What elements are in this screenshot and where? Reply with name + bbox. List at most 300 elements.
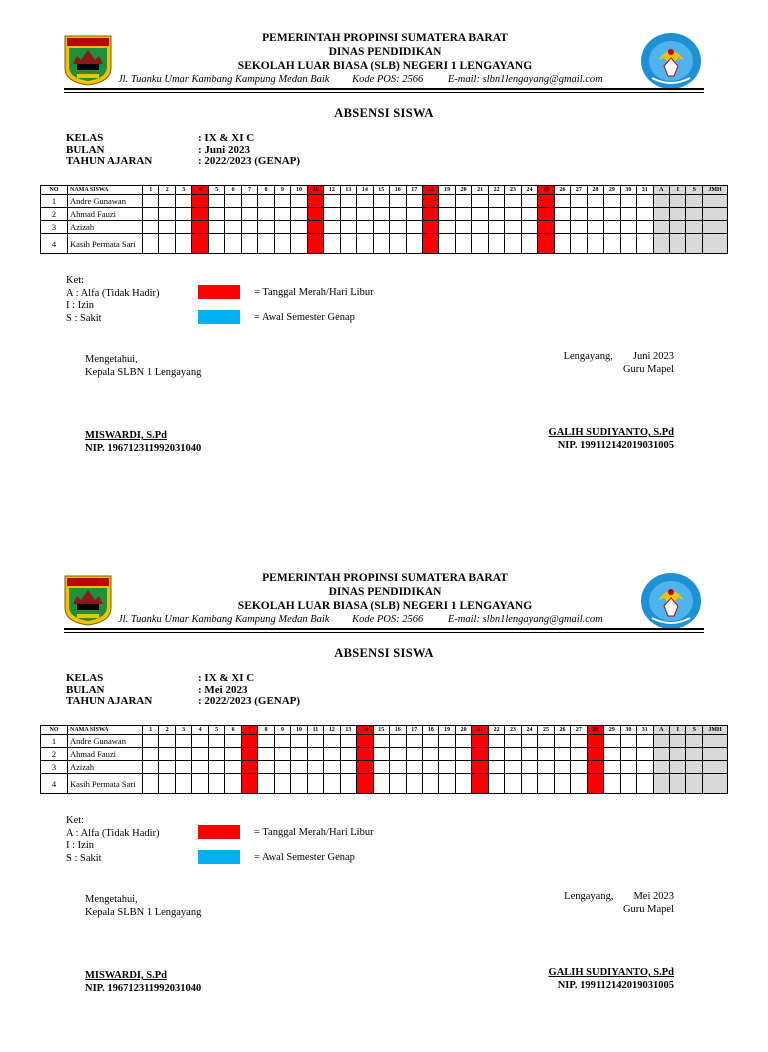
attendance-cell-day-27[interactable] xyxy=(571,208,587,221)
attendance-cell-day-5[interactable] xyxy=(208,735,224,748)
attendance-cell-day-1[interactable] xyxy=(143,748,159,761)
sakit-total-cell[interactable] xyxy=(686,221,703,234)
attendance-cell-day-4[interactable] xyxy=(192,195,208,208)
grand-total-cell[interactable] xyxy=(703,748,728,761)
attendance-cell-day-24[interactable] xyxy=(521,735,537,748)
attendance-cell-day-20[interactable] xyxy=(455,208,471,221)
attendance-cell-day-23[interactable] xyxy=(505,234,521,254)
attendance-cell-day-31[interactable] xyxy=(637,208,653,221)
attendance-cell-day-14[interactable] xyxy=(357,735,373,748)
attendance-cell-day-28[interactable] xyxy=(587,774,603,794)
attendance-cell-day-10[interactable] xyxy=(291,761,307,774)
attendance-cell-day-29[interactable] xyxy=(604,208,620,221)
attendance-cell-day-7[interactable] xyxy=(241,221,257,234)
attendance-cell-day-13[interactable] xyxy=(340,748,356,761)
attendance-cell-day-21[interactable] xyxy=(472,735,488,748)
attendance-cell-day-14[interactable] xyxy=(357,748,373,761)
holiday-color-swatch xyxy=(198,285,240,299)
attendance-cell-day-26[interactable] xyxy=(554,234,570,254)
attendance-cell-day-11[interactable] xyxy=(307,748,323,761)
attendance-cell-day-4[interactable] xyxy=(192,221,208,234)
attendance-cell-day-11[interactable] xyxy=(307,234,323,254)
attendance-cell-day-7[interactable] xyxy=(241,234,257,254)
attendance-cell-day-22[interactable] xyxy=(488,735,504,748)
col-day-7-header: 7 xyxy=(241,186,257,195)
attendance-cell-day-5[interactable] xyxy=(208,761,224,774)
attendance-cell-day-31[interactable] xyxy=(637,234,653,254)
attendance-cell-day-29[interactable] xyxy=(604,735,620,748)
attendance-cell-day-14[interactable] xyxy=(357,234,373,254)
attendance-cell-day-19[interactable] xyxy=(439,234,455,254)
attendance-cell-day-14[interactable] xyxy=(357,774,373,794)
col-alfa-header: A xyxy=(653,726,669,735)
attendance-cell-day-13[interactable] xyxy=(340,735,356,748)
attendance-cell-day-2[interactable] xyxy=(159,195,175,208)
izin-total-cell[interactable] xyxy=(670,195,686,208)
attendance-cell-day-28[interactable] xyxy=(587,195,603,208)
attendance-cell-day-10[interactable] xyxy=(291,735,307,748)
sakit-total-cell[interactable] xyxy=(686,748,703,761)
attendance-cell-day-23[interactable] xyxy=(505,761,521,774)
attendance-cell-day-9[interactable] xyxy=(274,208,290,221)
attendance-cell-day-1[interactable] xyxy=(143,735,159,748)
attendance-cell-day-11[interactable] xyxy=(307,774,323,794)
attendance-cell-day-9[interactable] xyxy=(274,774,290,794)
attendance-cell-day-20[interactable] xyxy=(455,195,471,208)
attendance-cell-day-17[interactable] xyxy=(406,221,422,234)
attendance-cell-day-27[interactable] xyxy=(571,195,587,208)
attendance-cell-day-13[interactable] xyxy=(340,234,356,254)
alfa-total-cell[interactable] xyxy=(653,195,669,208)
attendance-cell-day-20[interactable] xyxy=(455,221,471,234)
attendance-cell-day-3[interactable] xyxy=(175,748,191,761)
attendance-cell-day-22[interactable] xyxy=(488,234,504,254)
attendance-cell-day-6[interactable] xyxy=(225,774,241,794)
alfa-total-cell[interactable] xyxy=(653,774,669,794)
attendance-cell-day-5[interactable] xyxy=(208,208,224,221)
attendance-cell-day-22[interactable] xyxy=(488,774,504,794)
attendance-cell-day-22[interactable] xyxy=(488,195,504,208)
student-name: Andre Gunawan xyxy=(68,735,143,748)
col-day-18-header: 18 xyxy=(422,726,438,735)
attendance-cell-day-25[interactable] xyxy=(538,735,554,748)
attendance-cell-day-12[interactable] xyxy=(324,195,340,208)
grand-total-cell[interactable] xyxy=(703,195,728,208)
attendance-cell-day-9[interactable] xyxy=(274,748,290,761)
grand-total-cell[interactable] xyxy=(703,221,728,234)
attendance-cell-day-17[interactable] xyxy=(406,234,422,254)
attendance-cell-day-8[interactable] xyxy=(258,748,274,761)
attendance-cell-day-28[interactable] xyxy=(587,748,603,761)
attendance-cell-day-2[interactable] xyxy=(159,748,175,761)
attendance-cell-day-25[interactable] xyxy=(538,774,554,794)
attendance-cell-day-8[interactable] xyxy=(258,735,274,748)
attendance-cell-day-2[interactable] xyxy=(159,234,175,254)
attendance-cell-day-26[interactable] xyxy=(554,735,570,748)
attendance-cell-day-19[interactable] xyxy=(439,774,455,794)
attendance-cell-day-3[interactable] xyxy=(175,735,191,748)
attendance-cell-day-17[interactable] xyxy=(406,761,422,774)
attendance-cell-day-26[interactable] xyxy=(554,195,570,208)
attendance-cell-day-14[interactable] xyxy=(357,195,373,208)
attendance-cell-day-9[interactable] xyxy=(274,735,290,748)
attendance-cell-day-20[interactable] xyxy=(455,748,471,761)
attendance-cell-day-2[interactable] xyxy=(159,774,175,794)
attendance-cell-day-30[interactable] xyxy=(620,221,636,234)
sakit-total-cell[interactable] xyxy=(686,195,703,208)
attendance-cell-day-22[interactable] xyxy=(488,208,504,221)
attendance-cell-day-21[interactable] xyxy=(472,195,488,208)
attendance-cell-day-12[interactable] xyxy=(324,735,340,748)
attendance-cell-day-25[interactable] xyxy=(538,221,554,234)
attendance-cell-day-12[interactable] xyxy=(324,774,340,794)
alfa-total-cell[interactable] xyxy=(653,735,669,748)
page-title: ABSENSI SISWA xyxy=(334,646,434,660)
attendance-cell-day-9[interactable] xyxy=(274,221,290,234)
attendance-cell-day-7[interactable] xyxy=(241,195,257,208)
attendance-cell-day-10[interactable] xyxy=(291,234,307,254)
attendance-cell-day-30[interactable] xyxy=(620,208,636,221)
attendance-cell-day-10[interactable] xyxy=(291,195,307,208)
attendance-cell-day-28[interactable] xyxy=(587,761,603,774)
izin-total-cell[interactable] xyxy=(670,221,686,234)
attendance-cell-day-6[interactable] xyxy=(225,234,241,254)
attendance-cell-day-8[interactable] xyxy=(258,234,274,254)
attendance-cell-day-22[interactable] xyxy=(488,221,504,234)
attendance-cell-day-19[interactable] xyxy=(439,761,455,774)
attendance-cell-day-22[interactable] xyxy=(488,748,504,761)
attendance-cell-day-26[interactable] xyxy=(554,748,570,761)
attendance-cell-day-4[interactable] xyxy=(192,774,208,794)
col-day-8-header: 8 xyxy=(258,726,274,735)
grand-total-cell[interactable] xyxy=(703,735,728,748)
attendance-cell-day-10[interactable] xyxy=(291,221,307,234)
attendance-cell-day-6[interactable] xyxy=(225,761,241,774)
izin-total-cell[interactable] xyxy=(670,234,686,254)
attendance-cell-day-1[interactable] xyxy=(143,195,159,208)
attendance-cell-day-9[interactable] xyxy=(274,234,290,254)
page-title: ABSENSI SISWA xyxy=(334,106,434,120)
attendance-cell-day-20[interactable] xyxy=(455,774,471,794)
attendance-cell-day-11[interactable] xyxy=(307,195,323,208)
attendance-cell-day-15[interactable] xyxy=(373,208,389,221)
attendance-cell-day-15[interactable] xyxy=(373,735,389,748)
attendance-cell-day-31[interactable] xyxy=(637,221,653,234)
attendance-cell-day-28[interactable] xyxy=(587,735,603,748)
attendance-cell-day-21[interactable] xyxy=(472,234,488,254)
attendance-sheet-may xyxy=(0,540,768,1052)
attendance-cell-day-27[interactable] xyxy=(571,735,587,748)
attendance-cell-day-24[interactable] xyxy=(521,774,537,794)
attendance-cell-day-29[interactable] xyxy=(604,761,620,774)
attendance-cell-day-9[interactable] xyxy=(274,195,290,208)
attendance-cell-day-23[interactable] xyxy=(505,735,521,748)
attendance-cell-day-18[interactable] xyxy=(422,748,438,761)
attendance-cell-day-18[interactable] xyxy=(422,761,438,774)
attendance-cell-day-7[interactable] xyxy=(241,761,257,774)
attendance-cell-day-12[interactable] xyxy=(324,208,340,221)
attendance-cell-day-23[interactable] xyxy=(505,748,521,761)
attendance-cell-day-7[interactable] xyxy=(241,748,257,761)
attendance-cell-day-3[interactable] xyxy=(175,208,191,221)
attendance-cell-day-19[interactable] xyxy=(439,221,455,234)
attendance-cell-day-30[interactable] xyxy=(620,748,636,761)
attendance-cell-day-6[interactable] xyxy=(225,221,241,234)
attendance-cell-day-10[interactable] xyxy=(291,774,307,794)
attendance-cell-day-5[interactable] xyxy=(208,195,224,208)
attendance-cell-day-23[interactable] xyxy=(505,774,521,794)
col-day-29-header: 29 xyxy=(604,726,620,735)
attendance-cell-day-31[interactable] xyxy=(637,195,653,208)
attendance-cell-day-21[interactable] xyxy=(472,208,488,221)
attendance-cell-day-5[interactable] xyxy=(208,234,224,254)
attendance-cell-day-14[interactable] xyxy=(357,221,373,234)
attendance-cell-day-16[interactable] xyxy=(390,195,406,208)
attendance-cell-day-16[interactable] xyxy=(390,234,406,254)
attendance-cell-day-10[interactable] xyxy=(291,748,307,761)
attendance-cell-day-21[interactable] xyxy=(472,748,488,761)
attendance-cell-day-24[interactable] xyxy=(521,195,537,208)
attendance-cell-day-17[interactable] xyxy=(406,774,422,794)
attendance-cell-day-15[interactable] xyxy=(373,221,389,234)
attendance-cell-day-4[interactable] xyxy=(192,748,208,761)
email-text: E-mail: slbn1lengayang@gmail.com xyxy=(447,74,603,85)
attendance-cell-day-16[interactable] xyxy=(390,208,406,221)
attendance-cell-day-8[interactable] xyxy=(258,761,274,774)
attendance-cell-day-11[interactable] xyxy=(307,761,323,774)
attendance-cell-day-12[interactable] xyxy=(324,221,340,234)
attendance-cell-day-4[interactable] xyxy=(192,208,208,221)
col-day-14-header: 14 xyxy=(357,726,373,735)
attendance-cell-day-2[interactable] xyxy=(159,735,175,748)
attendance-cell-day-24[interactable] xyxy=(521,748,537,761)
attendance-cell-day-25[interactable] xyxy=(538,234,554,254)
izin-total-cell[interactable] xyxy=(670,748,686,761)
attendance-cell-day-11[interactable] xyxy=(307,735,323,748)
sakit-total-cell[interactable] xyxy=(686,208,703,221)
attendance-cell-day-25[interactable] xyxy=(538,748,554,761)
attendance-cell-day-30[interactable] xyxy=(620,774,636,794)
attendance-cell-day-18[interactable] xyxy=(422,221,438,234)
attendance-cell-day-17[interactable] xyxy=(406,748,422,761)
attendance-cell-day-20[interactable] xyxy=(455,234,471,254)
alfa-total-cell[interactable] xyxy=(653,748,669,761)
attendance-cell-day-26[interactable] xyxy=(554,774,570,794)
attendance-cell-day-16[interactable] xyxy=(390,761,406,774)
attendance-cell-day-13[interactable] xyxy=(340,774,356,794)
attendance-cell-day-9[interactable] xyxy=(274,761,290,774)
attendance-cell-day-30[interactable] xyxy=(620,735,636,748)
attendance-cell-day-1[interactable] xyxy=(143,761,159,774)
attendance-cell-day-19[interactable] xyxy=(439,735,455,748)
attendance-cell-day-7[interactable] xyxy=(241,735,257,748)
attendance-cell-day-18[interactable] xyxy=(422,208,438,221)
attendance-cell-day-16[interactable] xyxy=(390,221,406,234)
attendance-cell-day-18[interactable] xyxy=(422,735,438,748)
attendance-cell-day-18[interactable] xyxy=(422,195,438,208)
attendance-cell-day-19[interactable] xyxy=(439,208,455,221)
attendance-cell-day-12[interactable] xyxy=(324,748,340,761)
attendance-cell-day-18[interactable] xyxy=(422,774,438,794)
attendance-cell-day-3[interactable] xyxy=(175,221,191,234)
attendance-cell-day-30[interactable] xyxy=(620,761,636,774)
attendance-cell-day-3[interactable] xyxy=(175,234,191,254)
attendance-cell-day-8[interactable] xyxy=(258,208,274,221)
attendance-cell-day-20[interactable] xyxy=(455,761,471,774)
attendance-cell-day-4[interactable] xyxy=(192,234,208,254)
attendance-cell-day-8[interactable] xyxy=(258,195,274,208)
attendance-cell-day-6[interactable] xyxy=(225,208,241,221)
attendance-cell-day-14[interactable] xyxy=(357,208,373,221)
attendance-cell-day-16[interactable] xyxy=(390,748,406,761)
table-row xyxy=(41,208,728,221)
attendance-cell-day-15[interactable] xyxy=(373,195,389,208)
attendance-cell-day-27[interactable] xyxy=(571,774,587,794)
attendance-cell-day-6[interactable] xyxy=(225,748,241,761)
attendance-cell-day-3[interactable] xyxy=(175,774,191,794)
izin-total-cell[interactable] xyxy=(670,208,686,221)
attendance-cell-day-31[interactable] xyxy=(637,735,653,748)
sakit-total-cell[interactable] xyxy=(686,234,703,254)
attendance-cell-day-18[interactable] xyxy=(422,234,438,254)
attendance-cell-day-22[interactable] xyxy=(488,761,504,774)
attendance-cell-day-5[interactable] xyxy=(208,774,224,794)
attendance-cell-day-30[interactable] xyxy=(620,234,636,254)
attendance-cell-day-16[interactable] xyxy=(390,774,406,794)
attendance-cell-day-15[interactable] xyxy=(373,748,389,761)
attendance-cell-day-14[interactable] xyxy=(357,761,373,774)
attendance-cell-day-31[interactable] xyxy=(637,774,653,794)
attendance-cell-day-10[interactable] xyxy=(291,208,307,221)
attendance-cell-day-27[interactable] xyxy=(571,748,587,761)
grand-total-cell[interactable] xyxy=(703,761,728,774)
attendance-cell-day-25[interactable] xyxy=(538,195,554,208)
alfa-total-cell[interactable] xyxy=(653,234,669,254)
attendance-cell-day-26[interactable] xyxy=(554,761,570,774)
izin-total-cell[interactable] xyxy=(670,774,686,794)
attendance-cell-day-13[interactable] xyxy=(340,208,356,221)
sakit-total-cell[interactable] xyxy=(686,774,703,794)
attendance-cell-day-29[interactable] xyxy=(604,195,620,208)
attendance-cell-day-13[interactable] xyxy=(340,195,356,208)
attendance-cell-day-21[interactable] xyxy=(472,221,488,234)
attendance-cell-day-1[interactable] xyxy=(143,774,159,794)
attendance-cell-day-15[interactable] xyxy=(373,234,389,254)
attendance-cell-day-7[interactable] xyxy=(241,774,257,794)
attendance-cell-day-26[interactable] xyxy=(554,221,570,234)
attendance-cell-day-1[interactable] xyxy=(143,208,159,221)
attendance-cell-day-4[interactable] xyxy=(192,735,208,748)
attendance-cell-day-1[interactable] xyxy=(143,234,159,254)
attendance-cell-day-29[interactable] xyxy=(604,234,620,254)
attendance-cell-day-7[interactable] xyxy=(241,208,257,221)
grand-total-cell[interactable] xyxy=(703,234,728,254)
attendance-cell-day-24[interactable] xyxy=(521,208,537,221)
table-row xyxy=(41,774,728,794)
attendance-cell-day-19[interactable] xyxy=(439,195,455,208)
attendance-cell-day-8[interactable] xyxy=(258,774,274,794)
attendance-cell-day-19[interactable] xyxy=(439,748,455,761)
attendance-cell-day-5[interactable] xyxy=(208,221,224,234)
attendance-cell-day-2[interactable] xyxy=(159,208,175,221)
signature-date: Mei 2023 xyxy=(633,891,674,902)
attendance-cell-day-24[interactable] xyxy=(521,761,537,774)
izin-total-cell[interactable] xyxy=(670,761,686,774)
attendance-cell-day-23[interactable] xyxy=(505,208,521,221)
attendance-cell-day-8[interactable] xyxy=(258,221,274,234)
attendance-cell-day-13[interactable] xyxy=(340,221,356,234)
attendance-cell-day-17[interactable] xyxy=(406,735,422,748)
attendance-cell-day-29[interactable] xyxy=(604,221,620,234)
izin-total-cell[interactable] xyxy=(670,735,686,748)
attendance-cell-day-5[interactable] xyxy=(208,748,224,761)
attendance-cell-day-2[interactable] xyxy=(159,221,175,234)
attendance-cell-day-25[interactable] xyxy=(538,761,554,774)
sakit-total-cell[interactable] xyxy=(686,761,703,774)
attendance-cell-day-25[interactable] xyxy=(538,208,554,221)
attendance-cell-day-29[interactable] xyxy=(604,748,620,761)
attendance-cell-day-1[interactable] xyxy=(143,221,159,234)
attendance-cell-day-31[interactable] xyxy=(637,761,653,774)
col-day-5-header: 5 xyxy=(208,726,224,735)
attendance-cell-day-2[interactable] xyxy=(159,761,175,774)
kelas-label: KELAS xyxy=(66,132,104,144)
attendance-cell-day-3[interactable] xyxy=(175,195,191,208)
alfa-total-cell[interactable] xyxy=(653,761,669,774)
attendance-cell-day-29[interactable] xyxy=(604,774,620,794)
attendance-cell-day-20[interactable] xyxy=(455,735,471,748)
attendance-cell-day-6[interactable] xyxy=(225,195,241,208)
attendance-cell-day-16[interactable] xyxy=(390,735,406,748)
attendance-cell-day-24[interactable] xyxy=(521,234,537,254)
attendance-cell-day-17[interactable] xyxy=(406,208,422,221)
attendance-cell-day-27[interactable] xyxy=(571,761,587,774)
alfa-total-cell[interactable] xyxy=(653,208,669,221)
grand-total-cell[interactable] xyxy=(703,774,728,794)
sakit-total-cell[interactable] xyxy=(686,735,703,748)
attendance-cell-day-28[interactable] xyxy=(587,221,603,234)
attendance-cell-day-23[interactable] xyxy=(505,195,521,208)
attendance-cell-day-15[interactable] xyxy=(373,774,389,794)
attendance-cell-day-17[interactable] xyxy=(406,195,422,208)
attendance-cell-day-28[interactable] xyxy=(587,234,603,254)
attendance-cell-day-6[interactable] xyxy=(225,735,241,748)
attendance-cell-day-4[interactable] xyxy=(192,761,208,774)
attendance-cell-day-28[interactable] xyxy=(587,208,603,221)
attendance-cell-day-15[interactable] xyxy=(373,761,389,774)
attendance-cell-day-30[interactable] xyxy=(620,195,636,208)
teacher-nip: NIP. 199112142019031005 xyxy=(557,979,674,991)
grand-total-cell[interactable] xyxy=(703,208,728,221)
attendance-cell-day-26[interactable] xyxy=(554,208,570,221)
attendance-cell-day-21[interactable] xyxy=(472,761,488,774)
attendance-cell-day-27[interactable] xyxy=(571,221,587,234)
attendance-cell-day-23[interactable] xyxy=(505,221,521,234)
attendance-cell-day-11[interactable] xyxy=(307,208,323,221)
col-day-31-header: 31 xyxy=(637,726,653,735)
attendance-cell-day-12[interactable] xyxy=(324,761,340,774)
attendance-cell-day-27[interactable] xyxy=(571,234,587,254)
attendance-cell-day-3[interactable] xyxy=(175,761,191,774)
alfa-total-cell[interactable] xyxy=(653,221,669,234)
attendance-cell-day-13[interactable] xyxy=(340,761,356,774)
attendance-cell-day-31[interactable] xyxy=(637,748,653,761)
attendance-cell-day-21[interactable] xyxy=(472,774,488,794)
attendance-cell-day-12[interactable] xyxy=(324,234,340,254)
tahun-value: : 2022/2023 (GENAP) xyxy=(198,155,301,167)
attendance-cell-day-11[interactable] xyxy=(307,221,323,234)
attendance-cell-day-24[interactable] xyxy=(521,221,537,234)
